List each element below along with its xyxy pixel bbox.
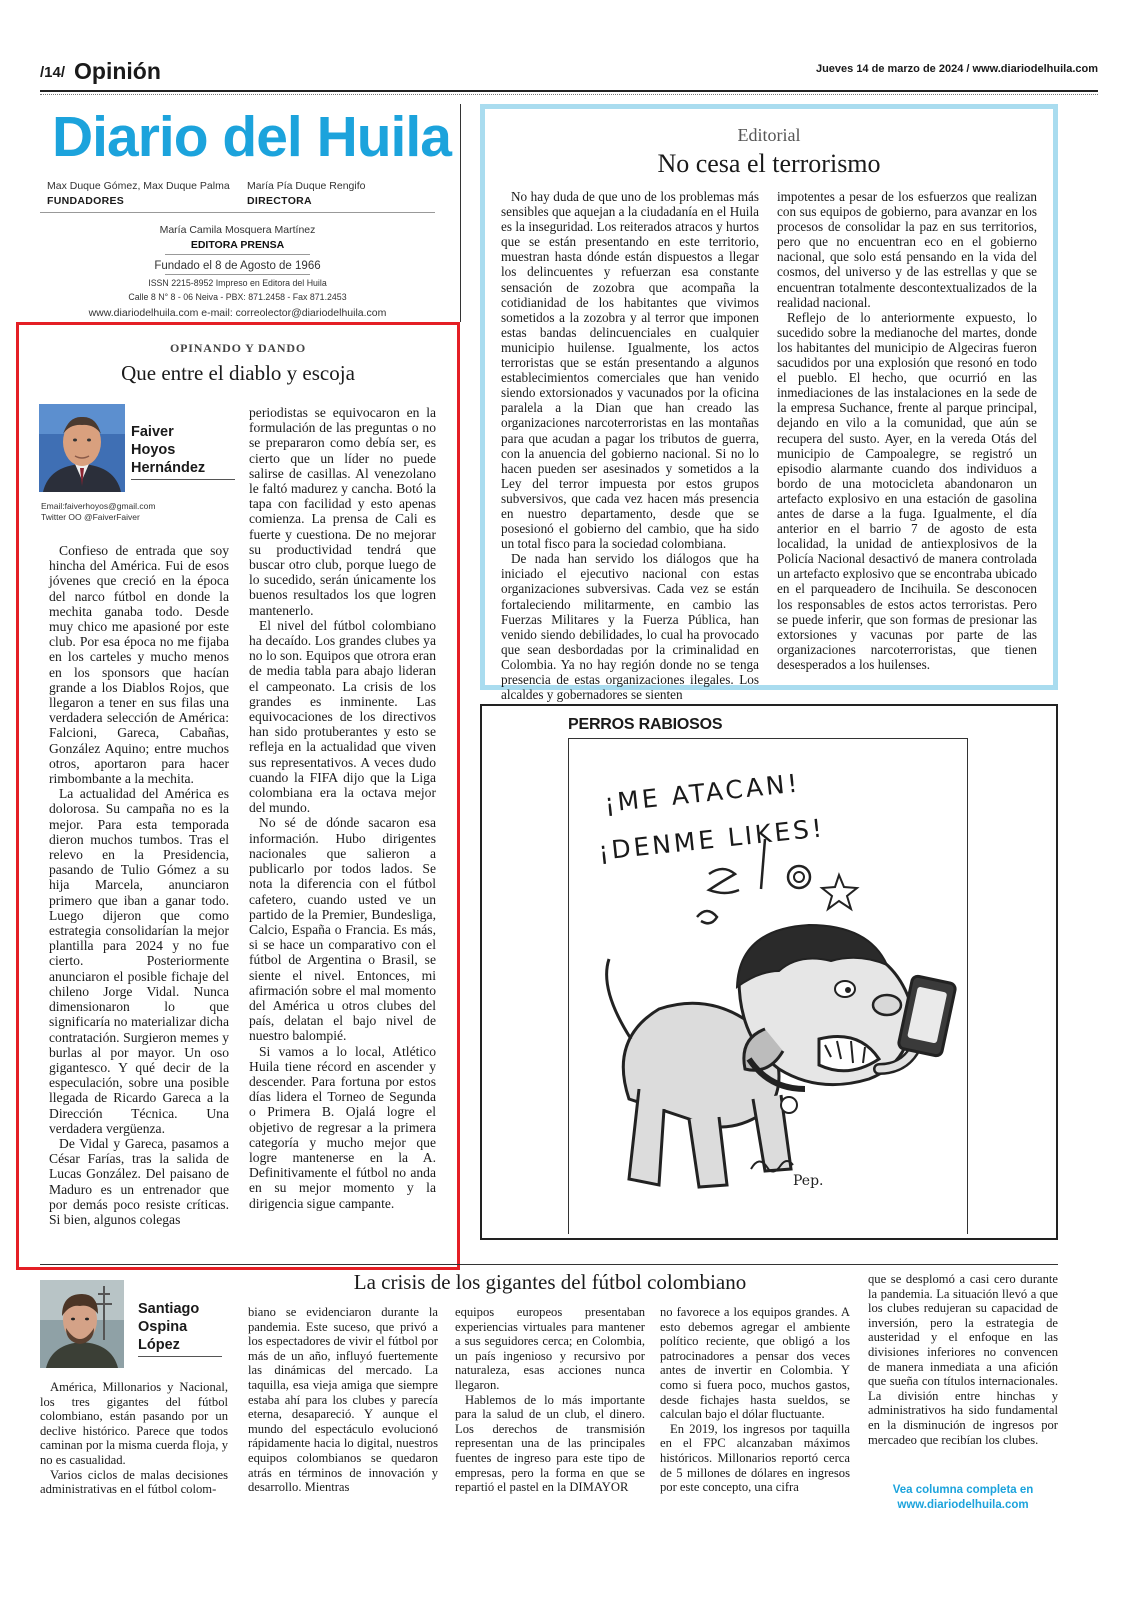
page-header <box>40 58 1098 88</box>
header-divider <box>40 90 1098 92</box>
paragraph: biano se evidenciaron durante la pandemia. Este suceso, que privó a los espectadores de vivir el fútbol por más de un año, influyó fuertemente las dinámicas del mercado. La taquilla, esa vieja amiga que siempre estaba ahí para los clubes y parecía eterna, desapareció. Y aunque el mundo del espectáculo evolucionó rápidamente hacia lo digital, nuestros equipos colombianos se quedaron atrás en términos de innovación y desarrollo. Mientras <box>248 1305 438 1495</box>
director-name: María Pía Duque Rengifo <box>247 180 366 192</box>
paragraph: América, Millonarios y Nacional, los tres gigantes del fútbol colombiano, están pasando por un declive histórico. Parece que todos caminan por la misma cuerda floja, y no es casualidad. <box>40 1380 228 1467</box>
paragraph: Si vamos a lo local, Atlético Huila tiene récord en ascender y descender. Para fortuna por estos días lidera el Torneo de Segunda o Primera B. Ojalá logre el objetivo de regresar a la primera categoría y mucho mejor que logre mantenerse en la A. Definitivamente el fútbol no anda en su mejor momento y la dirigencia sigue campante. <box>249 1043 436 1211</box>
founded-rule-bottom <box>165 274 310 275</box>
editor-name: María Camila Mosquera Martínez <box>159 224 316 236</box>
page-number: /14/ <box>40 64 66 81</box>
paragraph: De nada han servido los diálogos que ha iniciado el ejecutivo nacional con estas organizaciones subversivas. Cada vez se están fortaleciendo militarmente, en cambio las Fuerzas Militares y la Fuerza Pública, han venido siendo debilidades, lo cual ha provocado que sean desbordadas por la criminalidad en Colombia. Ya no hay región donde no se tenga presencia de estas organizaciones ilegales. Los alcaldes y gobernadores se sienten <box>501 551 759 703</box>
author-divider <box>138 1356 222 1357</box>
author-name: Santiago Ospina López <box>138 1301 200 1353</box>
newspaper-logo: Diario del Huila <box>52 105 451 169</box>
read-more-link[interactable]: Vea columna completa en www.diariodelhuila.com <box>892 1484 1034 1511</box>
founded-rule <box>165 254 310 255</box>
header-dotted-divider <box>40 94 1098 95</box>
author-photo <box>39 404 125 492</box>
date-and-site: Jueves 14 de marzo de 2024 / www.diariodelhuila.com <box>815 63 1098 75</box>
article-headline: La crisis de los gigantes del fútbol colombiano <box>353 1270 747 1294</box>
address-line: Calle 8 N° 8 - 06 Neiva - PBX: 871.2458 - Fax 871.2453 <box>128 292 347 302</box>
paragraph: Reflejo de lo anteriormente expuesto, lo sucedido sobre la medianoche del martes, donde los habitantes del municipio de Algeciras fueron sacudidos por una explosión que resonó en todo el pueblo. El hecho, que ocurrió en las inmediaciones de las instalaciones en la sede de la empresa Suchance, frente al parque principal, dejando en vilo a la comunidad, que aún se recupera del susto. Ayer, en la vereda Otás del municipio de Campoalegre, se registró un episodio alarmante cuando dos individuos a bordo de una motocicleta abandonaron un artefacto explosivo en una estación de gasolina antes de darse a la fuga. Igualmente, el día anterior en el barrio 7 de agosto de esta localidad, la unidad de antiexplosivos de la Policía Nacional desactivó de manera controlada un artefacto explosivo que se encontraba ubicado en el parqueadero de Incihuila. Se desconocen los responsables de estos actos terroristas. Pero se puede inferir, que son formas de presionar las extorsiones y vacunas por parte de las organizaciones narcoterroristas, que tienen desesperados a los huilenses. <box>777 309 1037 672</box>
opinion-kicker: OPINANDO Y DANDO <box>170 341 306 355</box>
opinion-headline: Que entre el diablo y escoja <box>121 361 355 385</box>
opinion-text-column-1 <box>49 543 229 1227</box>
paragraph: En 2019, los ingresos por taquilla en el FPC alcanzaban máximos históricos. Millonarios reportó cerca de 5 millones de dólares en ingresos por este concepto, una cifra <box>660 1421 850 1495</box>
paragraph: No sé de dónde sacaron esa información. Hubo dirigentes nacionales que salieron a publicarlo por todos lados. Se nota la diferencia con el fútbol cafetero, cuando usted ve un partido de la Premier, Bundesliga, Calcio, España o Francia. Es más, si se hace un comparativo con el fútbol de Argentina o Brasil, se siente el nivel. Entonces, mi afirmación sobre el mal momento del América u otros clubes del país, delatan el bajo nivel de nuestro balompié. <box>249 815 436 1044</box>
editorial-kicker: Editorial <box>737 125 801 145</box>
speech-line-1: ¡ME ATACAN! <box>603 768 802 818</box>
paragraph: De Vidal y Gareca, pasamos a César Farías, tras la salida de Lucas González. Del paisano de Maduro es un entrenador que por demás poco resiste críticas. Si bien, algunos colegas <box>49 1135 229 1227</box>
paragraph: no favorece a los equipos grandes. A esto debemos agregar el ambiente político reciente, que obligó a los patrocinadores a pensar dos veces antes de invertir en Colombia. Y como si fuera poco, muchos gastos, desde fichajes hasta sueldos, se calculan bajo el dólar fluctuante. <box>660 1305 850 1422</box>
cartoon-signature: Pep. <box>793 1173 824 1189</box>
paragraph: Confieso de entrada que soy hincha del América. Fui de esos jóvenes que creció en la época del narco fútbol en donde la mechita ganaba todo. Desde muy chico me apasioné por este club. Por esa época no me fijaba en los carteles y mucho menos en los sponsors que hacían grande a los Diablos Rojos, que llegaron a tener en sus filas una verdadera selección de América: Falcioni, Gareca, Cabañas, González Aquino; entre muchos otros, aportaron para hacer rimbombante a la mechita. <box>49 543 229 787</box>
editorial-text-column-1 <box>501 189 759 702</box>
bottom-section-divider <box>40 1264 1058 1265</box>
issn-line: ISSN 2215-8952 Impreso en Editora del Huila <box>148 278 327 288</box>
paragraph: impotentes a pesar de los esfuerzos que realizan con sus equipos de gobierno, para avanzar en los procesos de consolidar la paz en sus territorios, pero que no encuentran eco en el gobierno nacional, que solo está pensando en la vida del cosmos, del universo y de las estrellas y que se encuentran totalmente descontextualizados de la realidad nacional. <box>777 189 1037 310</box>
opinion-column <box>16 322 460 1270</box>
column-divider <box>460 104 461 322</box>
opinion-text-column-2 <box>249 405 436 1211</box>
article-text-column-3 <box>455 1305 645 1495</box>
paragraph: que se desplomó a casi cero durante la pandemia. La situación llevó a que los clubes redujeran su capacidad de inversión, pero la estrategia de austeridad y el enfoque en las divisiones inferiores no convencen de manera inmediata a una afición que sueña con títulos internacionales. La división entre hinchas y administrativos ha sido fundamental en la disminución de ingresos por mercadeo que recibían los clubes. <box>868 1272 1058 1447</box>
paragraph: periodistas se equivocaron en la formulación de las preguntas o no se prepararon como debía ser, es cierto que un líder no puede salirse de casillas. Al venezolano le faltó madurez y cancha. Botó la tapa con facilidad y esto apenas comienza. La prensa de Cali es fuerte y cuestiona. De no mejorar su productividad tendrá que buscar otro club, porque luego de lo sucedido, serán únicamente los buenos resultados los que logren mantenerlo. <box>249 405 436 618</box>
paragraph: Hablemos de lo más importante para la salud de un club, el dinero. Los derechos de transmisión representan una de las principales fuentes de ingreso para este tipo de empresas, pero la forma en que se repartió el pastel en la DIMAYOR <box>455 1392 645 1495</box>
paragraph: equipos europeos presentaban experiencias virtuales para mantener a sus seguidores cerca; en Colombia, un país ingenioso y recursivo por naturaleza, esas acciones nunca llegaron. <box>455 1305 645 1392</box>
editorial-headline: No cesa el terrorismo <box>657 149 881 178</box>
founded-date: Fundado el 8 de Agosto de 1966 <box>154 260 321 272</box>
section-title: Opinión <box>74 58 161 84</box>
paragraph: No hay duda de que uno de los problemas más sensibles que aquejan a la ciudadanía en el Huila es la inseguridad. Los reiterados atracos y hurtos que se están presentando en este territorio, muestran hasta dónde están dispuestos a llegar los delincuentes y refuerzan esa constante sensación de zozobra que acompaña la cotidianidad de los habitantes que vivimos sometidos a la zozobra y al terror que imponen estas bandas delincuenciales en cualquier municipio huilense. Igualmente, los actos terroristas que se están presentando a algunos establecimientos comerciales que han venido siendo extorsionados y vacunados por la oficina paralela a la Dian que han creado las organizaciones narcoterroristas en las montañas para que acudan a pagar los tributos de guerra, con la anuencia del gobierno nacional. Si no lo hacen pueden ser asesinados y sometidos a la Ley del terror impuesta por estos grupos subversivos, que cada vez hacen más presencia en nuestro departamento, desde que se posesionó el gobierno del cambio, que ha sido un total fisco para la sociedad colombiana. <box>501 189 759 552</box>
article-text-column-4 <box>660 1305 850 1495</box>
paragraph: El nivel del fútbol colombiano ha decaído. Los grandes clubes ya no lo son. Equipos que otrora eran de media tabla para abajo lideran el campeonato. La crisis de los grandes es inminente. Las equivocaciones de los directivos han sido protuberantes y esto se refleja en la actualidad que viven sus representativos. A veces dudo cuando la FIFA dijo que la Liga colombiana era la octava mejor del mundo. <box>249 617 436 816</box>
paragraph: Varios ciclos de malas decisiones administrativas en el fútbol colom- <box>40 1467 228 1497</box>
paragraph: La actualidad del América es dolorosa. Su campaña no es la mejor. Para esta temporada dieron muchos tumbos. Tras el relevo en la Presidencia, pasando de Tulio Gómez a su hija Marcela, anunciaron primero que iban a ganar todo. Luego dijeron que como estrategia consolidarían la mejor plantilla para 2024 y no fue cierto. Posteriormente anunciaron el posible fichaje del chileno Jorge Vidal. Nunca dimensionaron lo que significaría no materializar dicha contratación. Surgieron memes y burlas al por mayor. Un oso gigantesco. Y qué decir de la especulación, sobre una posible llegada de Ricardo Gareca a la Dirección Técnica. Una verdadera vergüenza. <box>49 786 229 1136</box>
director-role: DIRECTORA <box>247 195 312 207</box>
cartoon-drawing <box>569 739 967 1233</box>
article-text-column-2 <box>248 1305 438 1495</box>
editorial-box <box>480 104 1058 703</box>
editor-role: EDITORA PRENSA <box>190 239 285 251</box>
cartoon-frame <box>568 738 968 1234</box>
author-divider <box>131 479 235 480</box>
founders-names: Max Duque Gómez, Max Duque Palma <box>47 180 230 192</box>
author-name: Faiver Hoyos Hernández <box>131 424 206 476</box>
web-email-line: www.diariodelhuila.com e-mail: correolector@diariodelhuila.com <box>88 307 387 319</box>
author-twitter: Twitter OO @FaiverFaiver <box>41 512 140 522</box>
cartoon-title: PERROS RABIOSOS <box>568 716 723 733</box>
editorial-text-column-2 <box>777 189 1037 672</box>
author-email: Email:faiverhoyos@gmail.com <box>41 501 156 511</box>
masthead-divider <box>40 212 435 213</box>
speech-line-2: ¡DENME LIKES! <box>597 813 827 866</box>
cartoon-panel <box>480 704 1058 1240</box>
article-text-column-5 <box>868 1272 1058 1447</box>
author-photo <box>40 1280 124 1368</box>
article-text-column-1 <box>40 1380 228 1497</box>
founders-role: FUNDADORES <box>47 195 125 207</box>
